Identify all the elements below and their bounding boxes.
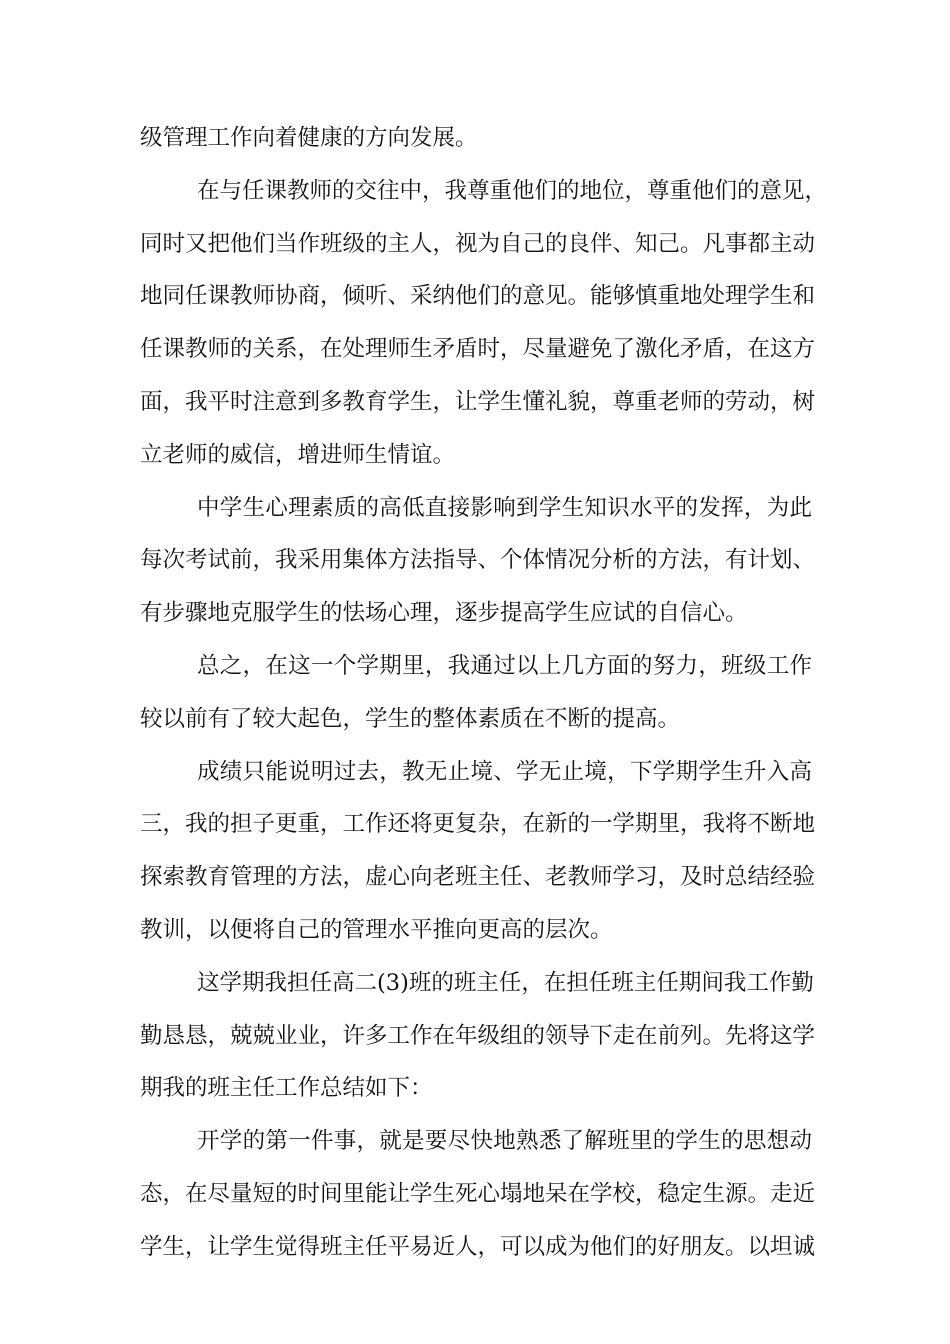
paragraph-first-line: 在与任课教师的交往中，我尊重他们的地位，尊重他们的意见，: [197, 177, 828, 204]
paragraph-first-line: 成绩只能说明过去，教无止境、学无止境，下学期学生升入高: [197, 758, 812, 785]
document-body-text: [140, 112, 828, 1274]
text-line: 地同任课教师协商，倾听、采纳他们的意见。能够慎重地处理学生和: [140, 283, 816, 310]
text-line: 面，我平时注意到多教育学生，让学生懂礼貌，尊重老师的劳动，树: [140, 388, 816, 415]
text-line: 任课教师的关系，在处理师生矛盾时，尽量避免了激化矛盾，在这方: [140, 336, 816, 363]
text-line: 同时又把他们当作班级的主人，视为自己的良伴、知己。凡事都主动: [140, 230, 816, 257]
paragraph-first-line: 中学生心理素质的高低直接影响到学生知识水平的发挥，为此: [197, 494, 812, 521]
paragraph-first-line: 这学期我担任高二(3)班的班主任，在担任班主任期间我工作勤: [197, 969, 814, 996]
text-line: 有步骤地克服学生的怯场心理，逐步提高学生应试的自信心。: [140, 600, 748, 627]
text-line: 探索教育管理的方法，虚心向老班主任、老教师学习，及时总结经验: [140, 864, 816, 891]
text-line: 态，在尽量短的时间里能让学生死心塌地呆在学校，稳定生源。走近: [140, 1180, 816, 1207]
text-line: 教训，以便将自己的管理水平推向更高的层次。: [140, 916, 613, 943]
text-line: 期我的班主任工作总结如下：: [140, 1075, 433, 1102]
text-line: 立老师的威信，增进师生情谊。: [140, 441, 456, 468]
text-line: 勤恳恳，兢兢业业，许多工作在年级组的领导下走在前列。先将这学: [140, 1022, 816, 1049]
text-line: 三，我的担子更重，工作还将更复杂，在新的一学期里，我将不断地: [140, 811, 816, 838]
text-line: 较以前有了较大起色，学生的整体素质在不断的提高。: [140, 705, 681, 732]
text-line: 学生，让学生觉得班主任平易近人，可以成为他们的好朋友。以坦诚: [140, 1233, 816, 1260]
text-line: 级管理工作向着健康的方向发展。: [140, 125, 478, 151]
paragraph-first-line: 总之，在这一个学期里，我通过以上几方面的努力，班级工作: [197, 652, 812, 679]
paragraph-first-line: 开学的第一件事，就是要尽快地熟悉了解班里的学生的思想动: [197, 1128, 812, 1155]
text-line: 每次考试前，我采用集体方法指导、个体情况分析的方法，有计划、: [140, 547, 816, 574]
